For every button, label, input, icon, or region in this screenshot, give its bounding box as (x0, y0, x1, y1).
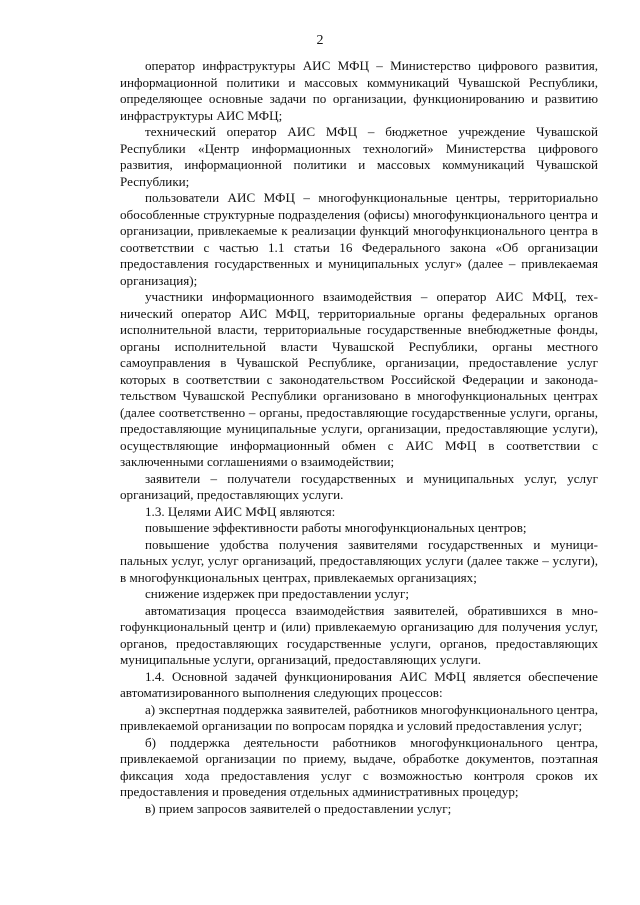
paragraph-item-a: а) экспертная поддержка заявителей, работников многофункционального центра, привлекаемой организации по вопросам порядка и условий предоставления услуг; (120, 701, 598, 733)
paragraph-main-task: 1.4. Основной задачей функционирования АИС МФЦ является обеспечение автоматизированного выполнения следующих процессов: (120, 668, 598, 700)
paragraph-infrastructure-operator: оператор инфраструктуры АИС МФЦ – Министерство цифрового развития, информационной политики и массовых коммуникаций Чувашской Республики, определяющее основные задачи по организации, функционированию и развитию инфраструктуры АИС МФЦ; (120, 58, 598, 123)
paragraph-users: пользователи АИС МФЦ – многофункциональные центры, территориально обособленные структурные подразделения (офисы) многофункционального центра и организации, привлекаемые к реализации функций многофункционального центра в соответствии с частью 1.1 статьи 16 Федерального закона «Об организации предоставления государственных и муниципальных услуг» (далее – привлекаемая организация); (120, 190, 598, 288)
paragraph-participants: участники информационного взаимодействия – оператор АИС МФЦ, технический оператор АИС МФЦ, территориальные органы федеральных органов исполнительной власти, территориальные государственные внебюджетные фонды, органы исполнительной власти Чувашской Республики, органы местного самоуправления в Чувашской Республике, организации, предоставление услуг которых в соответствии с законодательством Российской Федерации и законодательством Чувашской Республики организовано в многофункциональных центрах (далее соответственно – органы, предоставляющие государственные услуги, органы, предоставляющие муниципальные услуги, организации, предоставляющие услуги), осуществляющие информационный обмен с АИС МФЦ в соответствии с заключенными соглашениями о взаимодействии; (120, 289, 598, 469)
paragraph-applicants: заявители – получатели государственных и муниципальных услуг, услуг организаций, предоставляющих услуги. (120, 470, 598, 502)
document-body (120, 58, 598, 817)
paragraph-item-b: б) поддержка деятельности работников многофункционального центра, привлекаемой организации по приему, выдаче, обработке документов, поэтапная фиксация хода предоставления услуг с возможностью контроля сроков их предоставления и проведения отдельных административных процедур; (120, 734, 598, 799)
paragraph-technical-operator: технический оператор АИС МФЦ – бюджетное учреждение Чувашской Республики «Центр информационных технологий» Министерства цифрового развития, информационной политики и массовых коммуникаций Чувашской Республики; (120, 124, 598, 189)
paragraph-goal-automation: автоматизация процесса взаимодействия заявителей, обратившихся в многофункциональный центр и (или) привлекаемую организацию для получения услуг, органов, предоставляющих государственные услуги, органов, предоставляющих муниципальные услуги, организаций, предоставляющих услуги. (120, 602, 598, 667)
paragraph-goals-heading: 1.3. Целями АИС МФЦ являются: (145, 503, 336, 519)
paragraph-goal-efficiency: повышение эффективности работы многофункциональных центров; (145, 520, 527, 535)
paragraph-goal-costs: снижение издержек при предоставлении услуг; (145, 586, 410, 601)
paragraph-goal-convenience: повышение удобства получения заявителями государственных и муниципальных услуг, услуг организаций, предоставляющих услуги (далее также – услуги), в многофункциональных центрах, привлекаемых организациях; (120, 536, 598, 585)
page-number: 2 (316, 33, 324, 48)
paragraph-item-c: в) прием запросов заявителей о предоставлении услуг; (145, 800, 452, 816)
